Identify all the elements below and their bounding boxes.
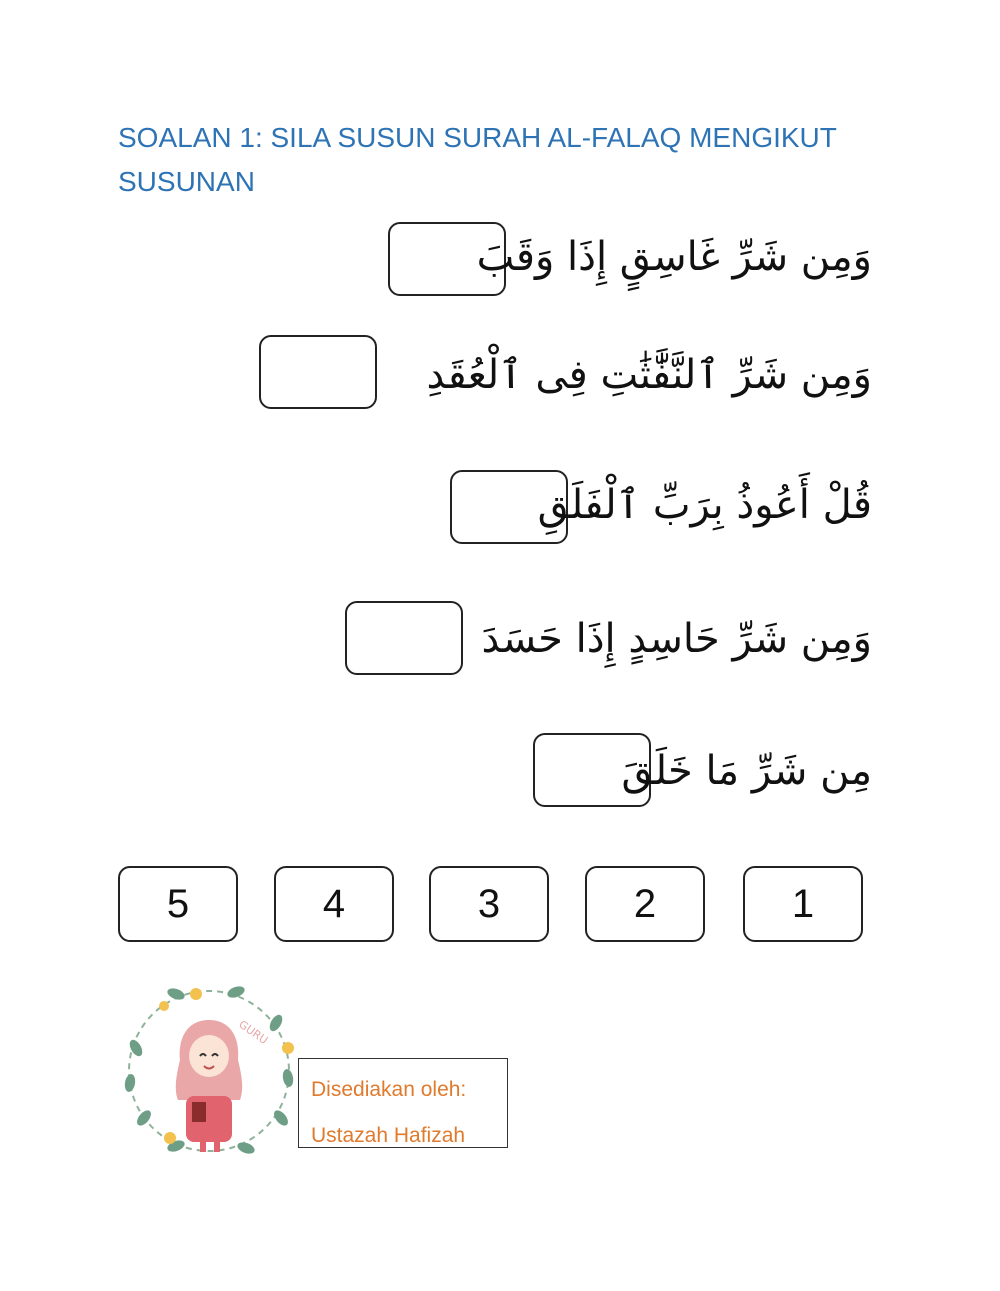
answer-box-4[interactable] — [345, 601, 463, 675]
number-tile-5[interactable]: 5 — [118, 866, 238, 942]
answer-box-2[interactable] — [259, 335, 377, 409]
ayah-text-2: وَمِن شَرِّ ٱلنَّفَّٰثَٰتِ فِى ٱلْعُقَدِ — [426, 352, 872, 398]
number-tile-4[interactable]: 4 — [274, 866, 394, 942]
credit-label: Disediakan oleh: — [311, 1078, 467, 1101]
teacher-logo-icon — [116, 978, 302, 1164]
logo-label: GURU — [236, 1017, 271, 1047]
ayah-text-4: وَمِن شَرِّ حَاسِدٍ إِذَا حَسَدَ — [481, 616, 872, 662]
number-tile-2[interactable]: 2 — [585, 866, 705, 942]
ayah-text-5: مِن شَرِّ مَا خَلَقَ — [621, 748, 872, 794]
question-title: SOALAN 1: SILA SUSUN SURAH AL-FALAQ MENGIKUT SUSUNAN — [118, 122, 837, 197]
number-tile-3[interactable]: 3 — [429, 866, 549, 942]
ayah-text-1: وَمِن شَرِّ غَاسِقٍ إِذَا وَقَبَ — [476, 234, 872, 280]
number-tile-1[interactable]: 1 — [743, 866, 863, 942]
credit-author: Ustazah Hafizah — [311, 1124, 466, 1147]
credit-box — [298, 1058, 508, 1148]
ayah-text-3: قُلْ أَعُوذُ بِرَبِّ ٱلْفَلَقِ — [537, 482, 872, 528]
